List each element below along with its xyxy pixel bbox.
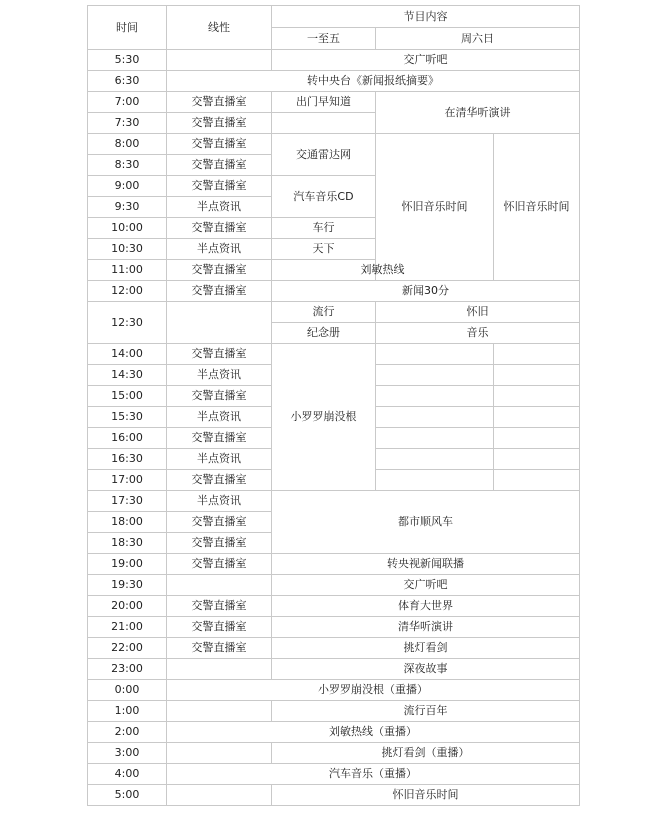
line-cell: 交警直播室: [167, 113, 272, 134]
time-cell: 18:30: [88, 533, 167, 554]
line-cell: 交警直播室: [167, 533, 272, 554]
program-cell: 体育大世界: [272, 596, 580, 617]
time-cell: 11:00: [88, 260, 167, 281]
time-cell: 17:30: [88, 491, 167, 512]
program-cell: 转央视新闻联播: [272, 554, 580, 575]
program-cell: 清华听演讲: [272, 617, 580, 638]
line-cell: 半点资讯: [167, 407, 272, 428]
program-cell: 汽车音乐（重播）: [167, 764, 580, 785]
weekday-program-cell: 车行: [272, 218, 376, 239]
time-cell: 22:00: [88, 638, 167, 659]
empty-cell: [272, 113, 376, 134]
line-cell: 交警直播室: [167, 617, 272, 638]
program-cell: 都市顺风车: [272, 491, 580, 554]
table-row: [88, 554, 580, 575]
header-content: 节目内容: [272, 6, 580, 28]
line-cell: 交警直播室: [167, 512, 272, 533]
weekend-program-cell: 在清华听演讲: [376, 92, 580, 134]
line-cell: 交警直播室: [167, 470, 272, 491]
time-cell: 3:00: [88, 743, 167, 764]
empty-cell: [376, 407, 494, 428]
table-row: [88, 617, 580, 638]
time-cell: 8:00: [88, 134, 167, 155]
empty-cell: [167, 302, 272, 344]
table-row: [88, 71, 580, 92]
empty-cell: [376, 449, 494, 470]
table-row: [88, 785, 580, 806]
program-cell: 交广听吧: [272, 575, 580, 596]
time-cell: 14:30: [88, 365, 167, 386]
header-time: 时间: [88, 6, 167, 50]
table-row: [88, 344, 580, 365]
empty-cell: [167, 575, 272, 596]
time-cell: 18:00: [88, 512, 167, 533]
empty-cell: [494, 365, 580, 386]
line-cell: 交警直播室: [167, 92, 272, 113]
time-cell: 10:30: [88, 239, 167, 260]
empty-cell: [167, 701, 272, 722]
program-cell: 刘敏热线（重播）: [167, 722, 580, 743]
time-cell: 16:00: [88, 428, 167, 449]
line-cell: 交警直播室: [167, 176, 272, 197]
saturday-program-cell: 怀旧音乐时间: [376, 134, 494, 281]
time-cell: 6:30: [88, 71, 167, 92]
table-row: [88, 701, 580, 722]
line-cell: 交警直播室: [167, 218, 272, 239]
line-cell: 半点资讯: [167, 449, 272, 470]
weekend-program-cell: 怀旧: [376, 302, 580, 323]
table-row: [88, 134, 580, 155]
time-cell: 9:30: [88, 197, 167, 218]
line-cell: 交警直播室: [167, 281, 272, 302]
empty-cell: [376, 386, 494, 407]
weekday-program-cell: 天下: [272, 239, 376, 260]
table-row: [88, 722, 580, 743]
program-cell: 刘敏热线: [272, 260, 494, 281]
time-cell: 5:00: [88, 785, 167, 806]
time-cell: 5:30: [88, 50, 167, 71]
time-cell: 19:30: [88, 575, 167, 596]
time-cell: 23:00: [88, 659, 167, 680]
table-row: [88, 596, 580, 617]
program-cell: 小罗罗崩没根（重播）: [167, 680, 580, 701]
time-cell: 7:00: [88, 92, 167, 113]
weekday-program-cell: 汽车音乐CD: [272, 176, 376, 218]
time-cell: 4:00: [88, 764, 167, 785]
time-cell: 0:00: [88, 680, 167, 701]
line-cell: 交警直播室: [167, 386, 272, 407]
line-cell: 交警直播室: [167, 134, 272, 155]
weekday-program-cell: 小罗罗崩没根: [272, 344, 376, 491]
line-cell: 半点资讯: [167, 365, 272, 386]
empty-cell: [494, 428, 580, 449]
weekday-program-cell: 流行: [272, 302, 376, 323]
program-cell: 转中央台《新闻报纸摘要》: [167, 71, 580, 92]
time-cell: 16:30: [88, 449, 167, 470]
empty-cell: [494, 344, 580, 365]
line-cell: 交警直播室: [167, 638, 272, 659]
table-row: [88, 491, 580, 512]
table-row: [88, 638, 580, 659]
empty-cell: [376, 344, 494, 365]
empty-cell: [494, 407, 580, 428]
header-line: 线性: [167, 6, 272, 50]
empty-cell: [167, 659, 272, 680]
header-row: [88, 6, 580, 28]
empty-cell: [494, 386, 580, 407]
time-cell: 15:00: [88, 386, 167, 407]
line-cell: 交警直播室: [167, 344, 272, 365]
program-schedule-table: [87, 5, 580, 806]
time-cell: 17:00: [88, 470, 167, 491]
table-row: [88, 302, 580, 323]
table-row: [88, 659, 580, 680]
sunday-program-cell: 怀旧音乐时间: [494, 134, 580, 281]
time-cell: 15:30: [88, 407, 167, 428]
header-weekday: 一至五: [272, 28, 376, 50]
program-cell: 新闻30分: [272, 281, 580, 302]
line-cell: 交警直播室: [167, 260, 272, 281]
table-row: [88, 680, 580, 701]
table-row: [88, 764, 580, 785]
table-row: [88, 92, 580, 113]
weekday-program-cell: 出门早知道: [272, 92, 376, 113]
line-cell: 交警直播室: [167, 596, 272, 617]
time-cell: 14:00: [88, 344, 167, 365]
weekend-program-cell: 音乐: [376, 323, 580, 344]
time-cell: 10:00: [88, 218, 167, 239]
program-cell: 怀旧音乐时间: [272, 785, 580, 806]
time-cell: 12:00: [88, 281, 167, 302]
empty-cell: [376, 428, 494, 449]
line-cell: 半点资讯: [167, 197, 272, 218]
line-cell: 交警直播室: [167, 428, 272, 449]
table-row: [88, 50, 580, 71]
table-row: [88, 281, 580, 302]
line-cell: 半点资讯: [167, 491, 272, 512]
empty-cell: [494, 449, 580, 470]
program-cell: 挑灯看剑（重播）: [272, 743, 580, 764]
time-cell: 21:00: [88, 617, 167, 638]
empty-cell: [494, 470, 580, 491]
program-cell: 深夜故事: [272, 659, 580, 680]
table-row: [88, 743, 580, 764]
empty-cell: [167, 743, 272, 764]
time-cell: 20:00: [88, 596, 167, 617]
table-row: [88, 575, 580, 596]
time-cell: 7:30: [88, 113, 167, 134]
line-cell: 半点资讯: [167, 239, 272, 260]
line-cell: 交警直播室: [167, 155, 272, 176]
time-cell: 19:00: [88, 554, 167, 575]
program-cell: 流行百年: [272, 701, 580, 722]
time-cell: 2:00: [88, 722, 167, 743]
time-cell: 12:30: [88, 302, 167, 344]
empty-cell: [167, 50, 272, 71]
program-cell: 挑灯看剑: [272, 638, 580, 659]
empty-cell: [376, 365, 494, 386]
line-cell: 交警直播室: [167, 554, 272, 575]
empty-cell: [167, 785, 272, 806]
time-cell: 8:30: [88, 155, 167, 176]
time-cell: 9:00: [88, 176, 167, 197]
weekday-program-cell: 交通雷达网: [272, 134, 376, 176]
time-cell: 1:00: [88, 701, 167, 722]
program-cell: 交广听吧: [272, 50, 580, 71]
weekday-program-cell: 纪念册: [272, 323, 376, 344]
empty-cell: [376, 470, 494, 491]
header-weekend: 周六日: [376, 28, 580, 50]
